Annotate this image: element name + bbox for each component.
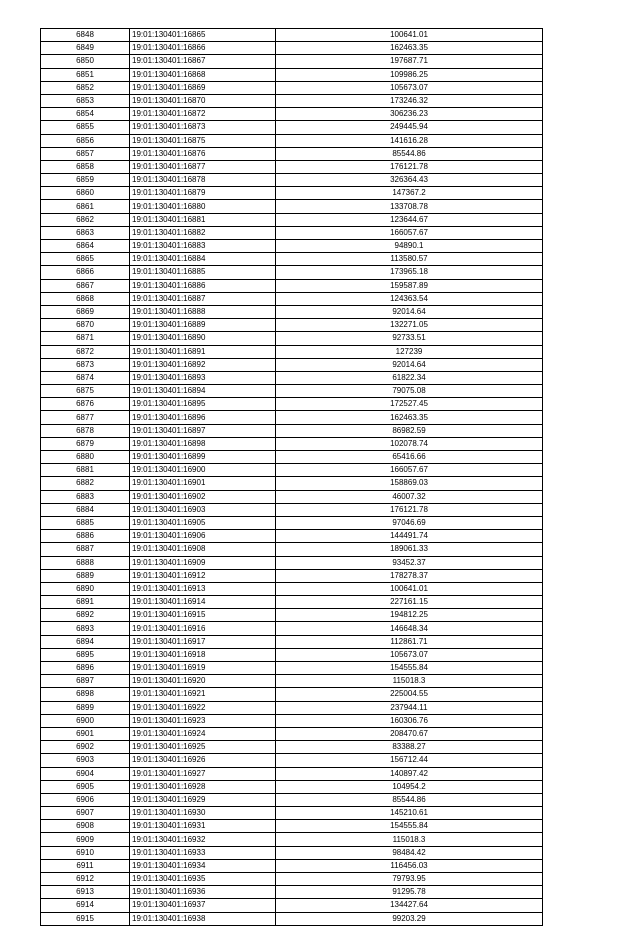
cadastral-value-cell: 92014.64 — [276, 305, 543, 318]
table-row — [41, 899, 543, 912]
cadastral-value-cell: 176121.78 — [276, 503, 543, 516]
row-number-cell: 6871 — [41, 332, 130, 345]
table-row — [41, 503, 543, 516]
cadastral-value-cell: 197687.71 — [276, 55, 543, 68]
row-number-cell: 6855 — [41, 121, 130, 134]
cadastral-value-cell: 94890.1 — [276, 240, 543, 253]
cadastral-number-cell: 19:01:130401:16872 — [130, 108, 276, 121]
cadastral-number-cell: 19:01:130401:16908 — [130, 543, 276, 556]
table-row — [41, 793, 543, 806]
cadastral-value-table — [40, 28, 543, 926]
row-number-cell: 6906 — [41, 793, 130, 806]
cadastral-number-cell: 19:01:130401:16913 — [130, 582, 276, 595]
table-row — [41, 807, 543, 820]
row-number-cell: 6851 — [41, 68, 130, 81]
cadastral-value-cell: 208470.67 — [276, 727, 543, 740]
cadastral-number-cell: 19:01:130401:16880 — [130, 200, 276, 213]
cadastral-number-cell: 19:01:130401:16878 — [130, 174, 276, 187]
table-row — [41, 226, 543, 239]
table-row — [41, 741, 543, 754]
cadastral-value-cell: 92733.51 — [276, 332, 543, 345]
cadastral-value-cell: 140897.42 — [276, 767, 543, 780]
cadastral-number-cell: 19:01:130401:16891 — [130, 345, 276, 358]
cadastral-number-cell: 19:01:130401:16875 — [130, 134, 276, 147]
row-number-cell: 6900 — [41, 714, 130, 727]
cadastral-number-cell: 19:01:130401:16935 — [130, 873, 276, 886]
row-number-cell: 6853 — [41, 94, 130, 107]
row-number-cell: 6883 — [41, 490, 130, 503]
cadastral-number-cell: 19:01:130401:16909 — [130, 556, 276, 569]
row-number-cell: 6892 — [41, 609, 130, 622]
cadastral-value-cell: 79793.95 — [276, 873, 543, 886]
cadastral-value-cell: 91295.78 — [276, 886, 543, 899]
cadastral-value-cell: 99203.29 — [276, 912, 543, 925]
cadastral-number-cell: 19:01:130401:16923 — [130, 714, 276, 727]
table-row — [41, 596, 543, 609]
cadastral-number-cell: 19:01:130401:16931 — [130, 820, 276, 833]
table-row — [41, 780, 543, 793]
cadastral-number-cell: 19:01:130401:16926 — [130, 754, 276, 767]
cadastral-value-cell: 249445.94 — [276, 121, 543, 134]
table-row — [41, 319, 543, 332]
table-row — [41, 55, 543, 68]
row-number-cell: 6902 — [41, 741, 130, 754]
cadastral-number-cell: 19:01:130401:16879 — [130, 187, 276, 200]
cadastral-value-cell: 326364.43 — [276, 174, 543, 187]
cadastral-number-cell: 19:01:130401:16921 — [130, 688, 276, 701]
cadastral-value-cell: 105673.07 — [276, 81, 543, 94]
table-row — [41, 701, 543, 714]
cadastral-value-cell: 92014.64 — [276, 358, 543, 371]
cadastral-value-cell: 86982.59 — [276, 424, 543, 437]
cadastral-number-cell: 19:01:130401:16920 — [130, 675, 276, 688]
cadastral-value-cell: 65416.66 — [276, 451, 543, 464]
table-row — [41, 635, 543, 648]
row-number-cell: 6913 — [41, 886, 130, 899]
table-row — [41, 754, 543, 767]
cadastral-value-cell: 85544.86 — [276, 793, 543, 806]
row-number-cell: 6863 — [41, 226, 130, 239]
row-number-cell: 6862 — [41, 213, 130, 226]
cadastral-number-cell: 19:01:130401:16895 — [130, 398, 276, 411]
cadastral-number-cell: 19:01:130401:16893 — [130, 371, 276, 384]
table-row — [41, 398, 543, 411]
cadastral-value-cell: 160306.76 — [276, 714, 543, 727]
cadastral-number-cell: 19:01:130401:16915 — [130, 609, 276, 622]
cadastral-number-cell: 19:01:130401:16930 — [130, 807, 276, 820]
cadastral-value-cell: 124363.54 — [276, 292, 543, 305]
table-row — [41, 94, 543, 107]
cadastral-value-cell: 159587.89 — [276, 279, 543, 292]
row-number-cell: 6898 — [41, 688, 130, 701]
table-row — [41, 648, 543, 661]
row-number-cell: 6872 — [41, 345, 130, 358]
table-row — [41, 490, 543, 503]
row-number-cell: 6865 — [41, 253, 130, 266]
row-number-cell: 6911 — [41, 859, 130, 872]
table-row — [41, 200, 543, 213]
row-number-cell: 6880 — [41, 451, 130, 464]
cadastral-number-cell: 19:01:130401:16919 — [130, 662, 276, 675]
cadastral-value-cell: 237944.11 — [276, 701, 543, 714]
table-row — [41, 582, 543, 595]
cadastral-value-cell: 104954.2 — [276, 780, 543, 793]
cadastral-number-cell: 19:01:130401:16905 — [130, 516, 276, 529]
cadastral-number-cell: 19:01:130401:16938 — [130, 912, 276, 925]
cadastral-number-cell: 19:01:130401:16876 — [130, 147, 276, 160]
cadastral-number-cell: 19:01:130401:16873 — [130, 121, 276, 134]
cadastral-value-cell: 158869.03 — [276, 477, 543, 490]
cadastral-value-cell: 172527.45 — [276, 398, 543, 411]
table-row — [41, 371, 543, 384]
row-number-cell: 6910 — [41, 846, 130, 859]
row-number-cell: 6890 — [41, 582, 130, 595]
cadastral-number-cell: 19:01:130401:16914 — [130, 596, 276, 609]
row-number-cell: 6848 — [41, 29, 130, 42]
table-row — [41, 437, 543, 450]
cadastral-value-cell: 141616.28 — [276, 134, 543, 147]
table-row — [41, 662, 543, 675]
cadastral-number-cell: 19:01:130401:16934 — [130, 859, 276, 872]
table-row — [41, 451, 543, 464]
row-number-cell: 6878 — [41, 424, 130, 437]
cadastral-value-cell: 194812.25 — [276, 609, 543, 622]
cadastral-value-cell: 225004.55 — [276, 688, 543, 701]
table-row — [41, 833, 543, 846]
table-row — [41, 767, 543, 780]
row-number-cell: 6884 — [41, 503, 130, 516]
cadastral-value-cell: 83388.27 — [276, 741, 543, 754]
row-number-cell: 6901 — [41, 727, 130, 740]
cadastral-number-cell: 19:01:130401:16881 — [130, 213, 276, 226]
cadastral-value-cell: 97046.69 — [276, 516, 543, 529]
cadastral-value-cell: 173246.32 — [276, 94, 543, 107]
cadastral-number-cell: 19:01:130401:16916 — [130, 622, 276, 635]
row-number-cell: 6885 — [41, 516, 130, 529]
table-row — [41, 609, 543, 622]
cadastral-number-cell: 19:01:130401:16929 — [130, 793, 276, 806]
table-row — [41, 912, 543, 925]
cadastral-value-cell: 102078.74 — [276, 437, 543, 450]
table-row — [41, 332, 543, 345]
table-row — [41, 385, 543, 398]
row-number-cell: 6867 — [41, 279, 130, 292]
row-number-cell: 6857 — [41, 147, 130, 160]
cadastral-value-cell: 109986.25 — [276, 68, 543, 81]
cadastral-number-cell: 19:01:130401:16866 — [130, 42, 276, 55]
table-row — [41, 29, 543, 42]
table-row — [41, 253, 543, 266]
table-row — [41, 873, 543, 886]
table-row — [41, 543, 543, 556]
cadastral-value-cell: 100641.01 — [276, 582, 543, 595]
cadastral-number-cell: 19:01:130401:16882 — [130, 226, 276, 239]
row-number-cell: 6882 — [41, 477, 130, 490]
row-number-cell: 6864 — [41, 240, 130, 253]
row-number-cell: 6875 — [41, 385, 130, 398]
cadastral-value-cell: 162463.35 — [276, 42, 543, 55]
table-row — [41, 424, 543, 437]
table-row — [41, 846, 543, 859]
row-number-cell: 6879 — [41, 437, 130, 450]
cadastral-value-cell: 79075.08 — [276, 385, 543, 398]
table-row — [41, 556, 543, 569]
row-number-cell: 6912 — [41, 873, 130, 886]
table-row — [41, 464, 543, 477]
cadastral-number-cell: 19:01:130401:16887 — [130, 292, 276, 305]
table-row — [41, 345, 543, 358]
table-row — [41, 147, 543, 160]
cadastral-number-cell: 19:01:130401:16892 — [130, 358, 276, 371]
row-number-cell: 6861 — [41, 200, 130, 213]
row-number-cell: 6856 — [41, 134, 130, 147]
cadastral-value-cell: 162463.35 — [276, 411, 543, 424]
table-row — [41, 886, 543, 899]
cadastral-value-cell: 154555.84 — [276, 662, 543, 675]
cadastral-number-cell: 19:01:130401:16927 — [130, 767, 276, 780]
row-number-cell: 6889 — [41, 569, 130, 582]
table-row — [41, 530, 543, 543]
row-number-cell: 6850 — [41, 55, 130, 68]
row-number-cell: 6860 — [41, 187, 130, 200]
cadastral-number-cell: 19:01:130401:16883 — [130, 240, 276, 253]
table-row — [41, 81, 543, 94]
cadastral-value-cell: 144491.74 — [276, 530, 543, 543]
row-number-cell: 6915 — [41, 912, 130, 925]
row-number-cell: 6874 — [41, 371, 130, 384]
cadastral-value-cell: 147367.2 — [276, 187, 543, 200]
cadastral-value-cell: 61822.34 — [276, 371, 543, 384]
cadastral-value-cell: 100641.01 — [276, 29, 543, 42]
row-number-cell: 6876 — [41, 398, 130, 411]
cadastral-number-cell: 19:01:130401:16870 — [130, 94, 276, 107]
row-number-cell: 6891 — [41, 596, 130, 609]
row-number-cell: 6866 — [41, 266, 130, 279]
cadastral-number-cell: 19:01:130401:16900 — [130, 464, 276, 477]
cadastral-number-cell: 19:01:130401:16886 — [130, 279, 276, 292]
cadastral-number-cell: 19:01:130401:16884 — [130, 253, 276, 266]
cadastral-number-cell: 19:01:130401:16894 — [130, 385, 276, 398]
table-row — [41, 134, 543, 147]
cadastral-value-cell: 146648.34 — [276, 622, 543, 635]
cadastral-value-cell: 306236.23 — [276, 108, 543, 121]
cadastral-number-cell: 19:01:130401:16869 — [130, 81, 276, 94]
cadastral-value-cell: 154555.84 — [276, 820, 543, 833]
table-body — [41, 29, 543, 926]
cadastral-value-cell: 132271.05 — [276, 319, 543, 332]
cadastral-number-cell: 19:01:130401:16898 — [130, 437, 276, 450]
cadastral-value-cell: 134427.64 — [276, 899, 543, 912]
cadastral-value-cell: 178278.37 — [276, 569, 543, 582]
table-row — [41, 240, 543, 253]
row-number-cell: 6909 — [41, 833, 130, 846]
cadastral-number-cell: 19:01:130401:16912 — [130, 569, 276, 582]
row-number-cell: 6873 — [41, 358, 130, 371]
cadastral-value-cell: 93452.37 — [276, 556, 543, 569]
row-number-cell: 6903 — [41, 754, 130, 767]
cadastral-number-cell: 19:01:130401:16901 — [130, 477, 276, 490]
cadastral-value-cell: 176121.78 — [276, 160, 543, 173]
cadastral-value-cell: 166057.67 — [276, 464, 543, 477]
table-row — [41, 187, 543, 200]
table-row — [41, 160, 543, 173]
cadastral-value-cell: 98484.42 — [276, 846, 543, 859]
cadastral-number-cell: 19:01:130401:16922 — [130, 701, 276, 714]
table-row — [41, 292, 543, 305]
cadastral-number-cell: 19:01:130401:16936 — [130, 886, 276, 899]
cadastral-number-cell: 19:01:130401:16889 — [130, 319, 276, 332]
row-number-cell: 6858 — [41, 160, 130, 173]
cadastral-number-cell: 19:01:130401:16899 — [130, 451, 276, 464]
row-number-cell: 6905 — [41, 780, 130, 793]
cadastral-value-cell: 189061.33 — [276, 543, 543, 556]
row-number-cell: 6907 — [41, 807, 130, 820]
cadastral-value-cell: 105673.07 — [276, 648, 543, 661]
cadastral-value-cell: 115018.3 — [276, 833, 543, 846]
table-row — [41, 358, 543, 371]
row-number-cell: 6868 — [41, 292, 130, 305]
row-number-cell: 6895 — [41, 648, 130, 661]
cadastral-number-cell: 19:01:130401:16928 — [130, 780, 276, 793]
table-row — [41, 266, 543, 279]
row-number-cell: 6908 — [41, 820, 130, 833]
cadastral-number-cell: 19:01:130401:16865 — [130, 29, 276, 42]
cadastral-number-cell: 19:01:130401:16902 — [130, 490, 276, 503]
row-number-cell: 6877 — [41, 411, 130, 424]
cadastral-value-cell: 112861.71 — [276, 635, 543, 648]
row-number-cell: 6897 — [41, 675, 130, 688]
cadastral-number-cell: 19:01:130401:16932 — [130, 833, 276, 846]
cadastral-number-cell: 19:01:130401:16937 — [130, 899, 276, 912]
table-row — [41, 859, 543, 872]
table-row — [41, 622, 543, 635]
row-number-cell: 6852 — [41, 81, 130, 94]
table-row — [41, 820, 543, 833]
cadastral-number-cell: 19:01:130401:16903 — [130, 503, 276, 516]
table-row — [41, 516, 543, 529]
table-row — [41, 68, 543, 81]
row-number-cell: 6869 — [41, 305, 130, 318]
table-row — [41, 569, 543, 582]
row-number-cell: 6870 — [41, 319, 130, 332]
table-row — [41, 213, 543, 226]
cadastral-number-cell: 19:01:130401:16867 — [130, 55, 276, 68]
row-number-cell: 6886 — [41, 530, 130, 543]
cadastral-number-cell: 19:01:130401:16885 — [130, 266, 276, 279]
row-number-cell: 6881 — [41, 464, 130, 477]
cadastral-number-cell: 19:01:130401:16924 — [130, 727, 276, 740]
cadastral-number-cell: 19:01:130401:16877 — [130, 160, 276, 173]
row-number-cell: 6896 — [41, 662, 130, 675]
cadastral-number-cell: 19:01:130401:16868 — [130, 68, 276, 81]
table-row — [41, 174, 543, 187]
table-row — [41, 108, 543, 121]
table-row — [41, 727, 543, 740]
row-number-cell: 6849 — [41, 42, 130, 55]
cadastral-number-cell: 19:01:130401:16906 — [130, 530, 276, 543]
cadastral-number-cell: 19:01:130401:16918 — [130, 648, 276, 661]
cadastral-value-cell: 156712.44 — [276, 754, 543, 767]
cadastral-value-cell: 85544.86 — [276, 147, 543, 160]
table-row — [41, 121, 543, 134]
cadastral-value-cell: 133708.78 — [276, 200, 543, 213]
table-row — [41, 714, 543, 727]
table-row — [41, 305, 543, 318]
row-number-cell: 6854 — [41, 108, 130, 121]
row-number-cell: 6888 — [41, 556, 130, 569]
cadastral-value-cell: 115018.3 — [276, 675, 543, 688]
cadastral-value-cell: 145210.61 — [276, 807, 543, 820]
row-number-cell: 6894 — [41, 635, 130, 648]
table-row — [41, 279, 543, 292]
row-number-cell: 6893 — [41, 622, 130, 635]
cadastral-value-cell: 227161.15 — [276, 596, 543, 609]
cadastral-value-cell: 113580.57 — [276, 253, 543, 266]
table-row — [41, 688, 543, 701]
table-row — [41, 477, 543, 490]
table-row — [41, 411, 543, 424]
cadastral-value-cell: 173965.18 — [276, 266, 543, 279]
cadastral-number-cell: 19:01:130401:16933 — [130, 846, 276, 859]
row-number-cell: 6914 — [41, 899, 130, 912]
cadastral-number-cell: 19:01:130401:16925 — [130, 741, 276, 754]
cadastral-number-cell: 19:01:130401:16917 — [130, 635, 276, 648]
cadastral-value-cell: 116456.03 — [276, 859, 543, 872]
table-row — [41, 42, 543, 55]
cadastral-value-cell: 123644.67 — [276, 213, 543, 226]
cadastral-number-cell: 19:01:130401:16896 — [130, 411, 276, 424]
row-number-cell: 6859 — [41, 174, 130, 187]
row-number-cell: 6904 — [41, 767, 130, 780]
cadastral-number-cell: 19:01:130401:16890 — [130, 332, 276, 345]
cadastral-number-cell: 19:01:130401:16888 — [130, 305, 276, 318]
cadastral-value-cell: 166057.67 — [276, 226, 543, 239]
cadastral-value-cell: 46007.32 — [276, 490, 543, 503]
row-number-cell: 6887 — [41, 543, 130, 556]
cadastral-number-cell: 19:01:130401:16897 — [130, 424, 276, 437]
table-row — [41, 675, 543, 688]
cadastral-value-cell: 127239 — [276, 345, 543, 358]
row-number-cell: 6899 — [41, 701, 130, 714]
